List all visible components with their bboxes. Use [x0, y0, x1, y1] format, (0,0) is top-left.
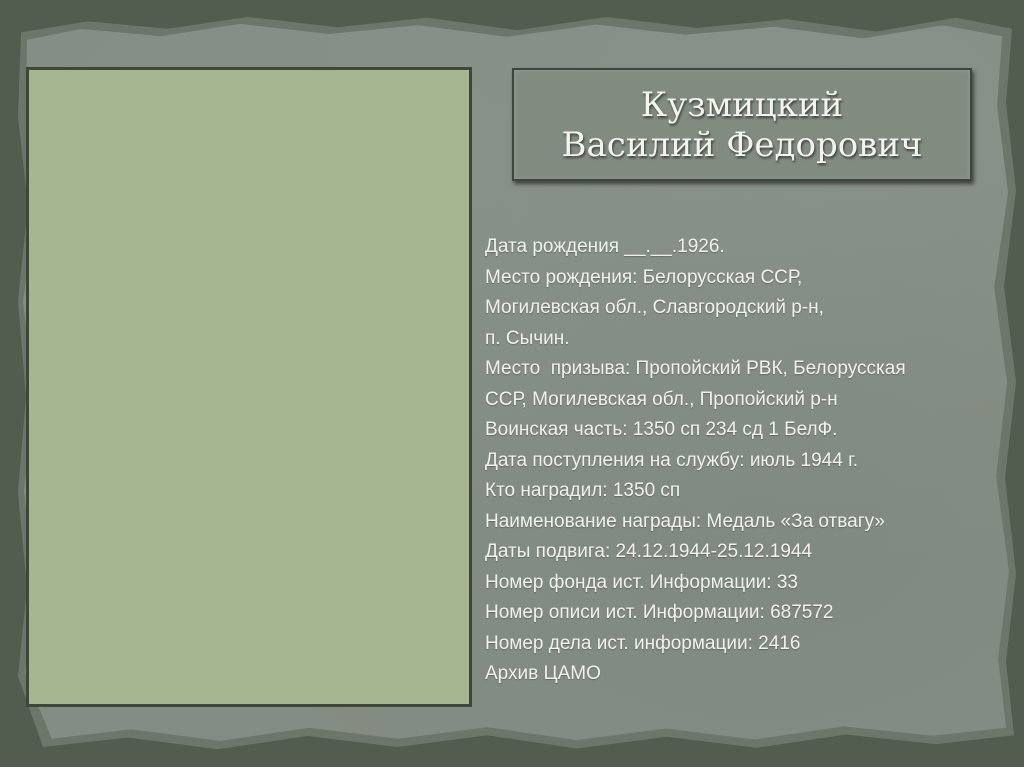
info-line: ССР, Могилевская обл., Пропойский р-н	[485, 388, 838, 410]
info-line: Наименование награды: Медаль «За отвагу»	[485, 510, 885, 532]
info-line: Номер описи ист. Информации: 687572	[485, 602, 834, 623]
info-line: Дата поступления на службу: июль 1944 г.	[485, 449, 858, 471]
info-line: Номер дела ист. информации: 2416	[485, 632, 801, 654]
info-line: Воинская часть: 1350 сп 234 сд 1 БелФ.	[485, 419, 838, 440]
title-surname: Кузмицкий	[640, 84, 844, 125]
info-line: Номер фонда ист. Информации: 33	[485, 571, 798, 593]
info-line: Кто наградил: 1350 сп	[485, 480, 681, 501]
info-line: Дата рождения __.__.1926.	[485, 236, 725, 257]
info-list	[485, 232, 1010, 690]
title-name: Василий Федорович	[561, 124, 923, 165]
info-line: Архив ЦАМО	[485, 663, 601, 684]
info-line: Могилевская обл., Славгородский р-н,	[485, 297, 824, 318]
title-box	[512, 68, 972, 181]
photo-placeholder	[29, 70, 469, 704]
info-line: п. Сычин.	[485, 327, 570, 349]
info-line: Место призыва: Пропойский РВК, Белорусская	[485, 358, 906, 379]
info-line: Место рождения: Белорусская ССР,	[485, 266, 803, 288]
info-line: Даты подвига: 24.12.1944-25.12.1944	[485, 541, 813, 562]
